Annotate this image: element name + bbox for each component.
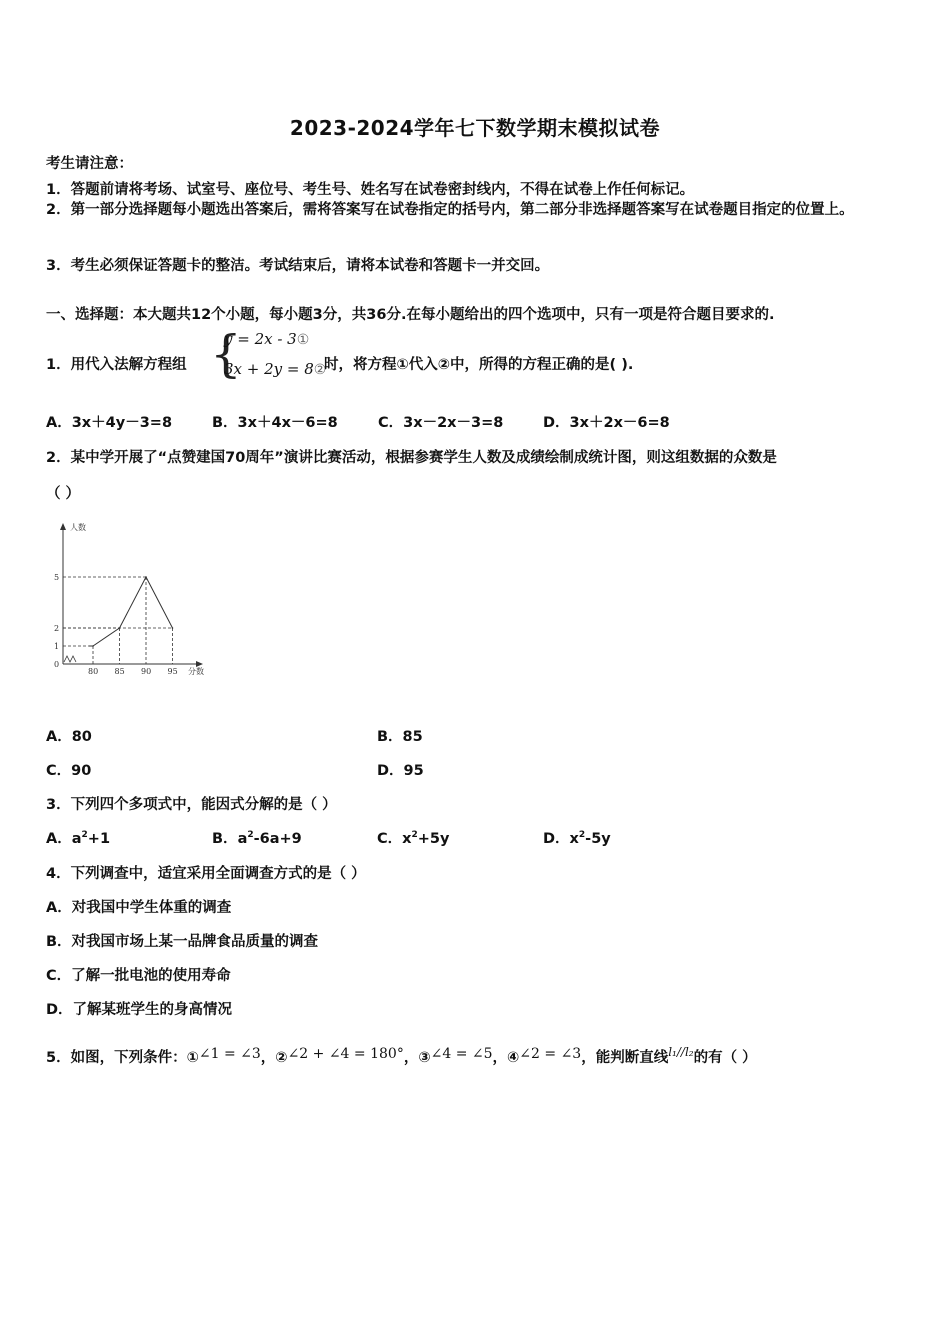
guide-lines (63, 576, 173, 664)
tick-labels (54, 573, 178, 676)
q4-option-c: C．了解一批电池的使用寿命 (46, 968, 231, 984)
q3-option-d: D．$x^2-5y$ (543, 830, 611, 847)
series-line (89, 577, 173, 646)
q2-text: 2．某中学开展了“点赞建国70周年”演讲比赛活动，根据参赛学生人数及成绩绘制成统计图，则这组数据的众数是 (46, 450, 777, 466)
y-axis-arrow (60, 523, 66, 530)
q4-option-a: A．对我国中学生体重的调查 (46, 900, 232, 916)
q2-option-b: B．85 (377, 729, 423, 745)
axis-break-mark (64, 656, 76, 662)
q1-option-b: B．3x＋4x－6=8 (212, 415, 338, 431)
x-axis-label: 分数 (188, 667, 204, 676)
equation-2: 3x + 2y = 8② (224, 360, 327, 378)
y-tick-2: 2 (54, 624, 60, 633)
x-tick-80: 80 (88, 667, 99, 676)
q5-text: 5．如图，下列条件：①∠1 = ∠3，②∠2 + ∠4 = 180°，③∠4 = ∠5，④∠2 = ∠3，能判断直线$^{l_1//l_2}$的有（ ） (46, 1045, 757, 1066)
q2-option-a: A．80 (46, 729, 92, 745)
notice-heading: 考生请注意： (46, 156, 133, 172)
equation-system (210, 325, 330, 386)
q3-option-a: A．$a^2+1$ (46, 830, 111, 847)
q1-prefix: 1．用代入法解方程组 (46, 357, 187, 373)
notice-item-2: 2．第一部分选择题每小题选出答案后，需将答案写在试卷指定的括号内，第二部分非选择题答案写在试卷题目指定的位置上。 (46, 202, 854, 218)
brace-glyph: { (210, 325, 242, 383)
q1-option-c: C．3x－2x－3=8 (378, 415, 504, 431)
q2-option-d: D．95 (377, 763, 424, 779)
page-title: 2023-2024学年七下数学期末模拟试卷 (289, 116, 661, 140)
q3-text: 3．下列四个多项式中，能因式分解的是（ ） (46, 797, 337, 813)
q3-option-b: B．$a^2-6a+9$ (212, 830, 302, 847)
section-heading: 一、选择题：本大题共12个小题，每小题3分，共36分.在每小题给出的四个选项中，只有一项是符合题目要求的. (46, 307, 775, 323)
q1-option-d: D．3x＋2x－6=8 (543, 415, 670, 431)
q3-option-c: C．$x^2+5y$ (377, 830, 450, 847)
equation-1: y = 2x - 3① (224, 330, 310, 348)
y-tick-1: 1 (54, 642, 60, 651)
x-tick-95: 95 (167, 667, 178, 676)
q4-option-d: D．了解某班学生的身高情况 (46, 1002, 233, 1018)
notice-item-1: 1．答题前请将考场、试室号、座位号、考生号、姓名写在试卷密封线内，不得在试卷上作任何标记。 (46, 182, 695, 198)
y-axis-label: 人数 (70, 523, 86, 532)
q2-option-c: C．90 (46, 763, 92, 779)
notice-item-3: 3．考生必须保证答题卡的整洁。考试结束后，请将本试卷和答题卡一并交回。 (46, 258, 550, 274)
y-tick-5: 5 (54, 573, 60, 582)
q4-option-b: B．对我国市场上某一品牌食品质量的调查 (46, 934, 319, 950)
q2-paren: （ ） (46, 486, 81, 502)
q4-text: 4．下列调查中，适宜采用全面调查方式的是（ ） (46, 866, 366, 882)
x-tick-85: 85 (114, 667, 125, 676)
x-tick-90: 90 (141, 667, 152, 676)
q1-suffix: 时，将方程①代入②中，所得的方程正确的是( ). (324, 357, 634, 373)
y-tick-0: 0 (54, 660, 60, 669)
score-line-chart (50, 518, 220, 683)
q1-option-a: A．3x＋4y－3=8 (46, 415, 173, 431)
